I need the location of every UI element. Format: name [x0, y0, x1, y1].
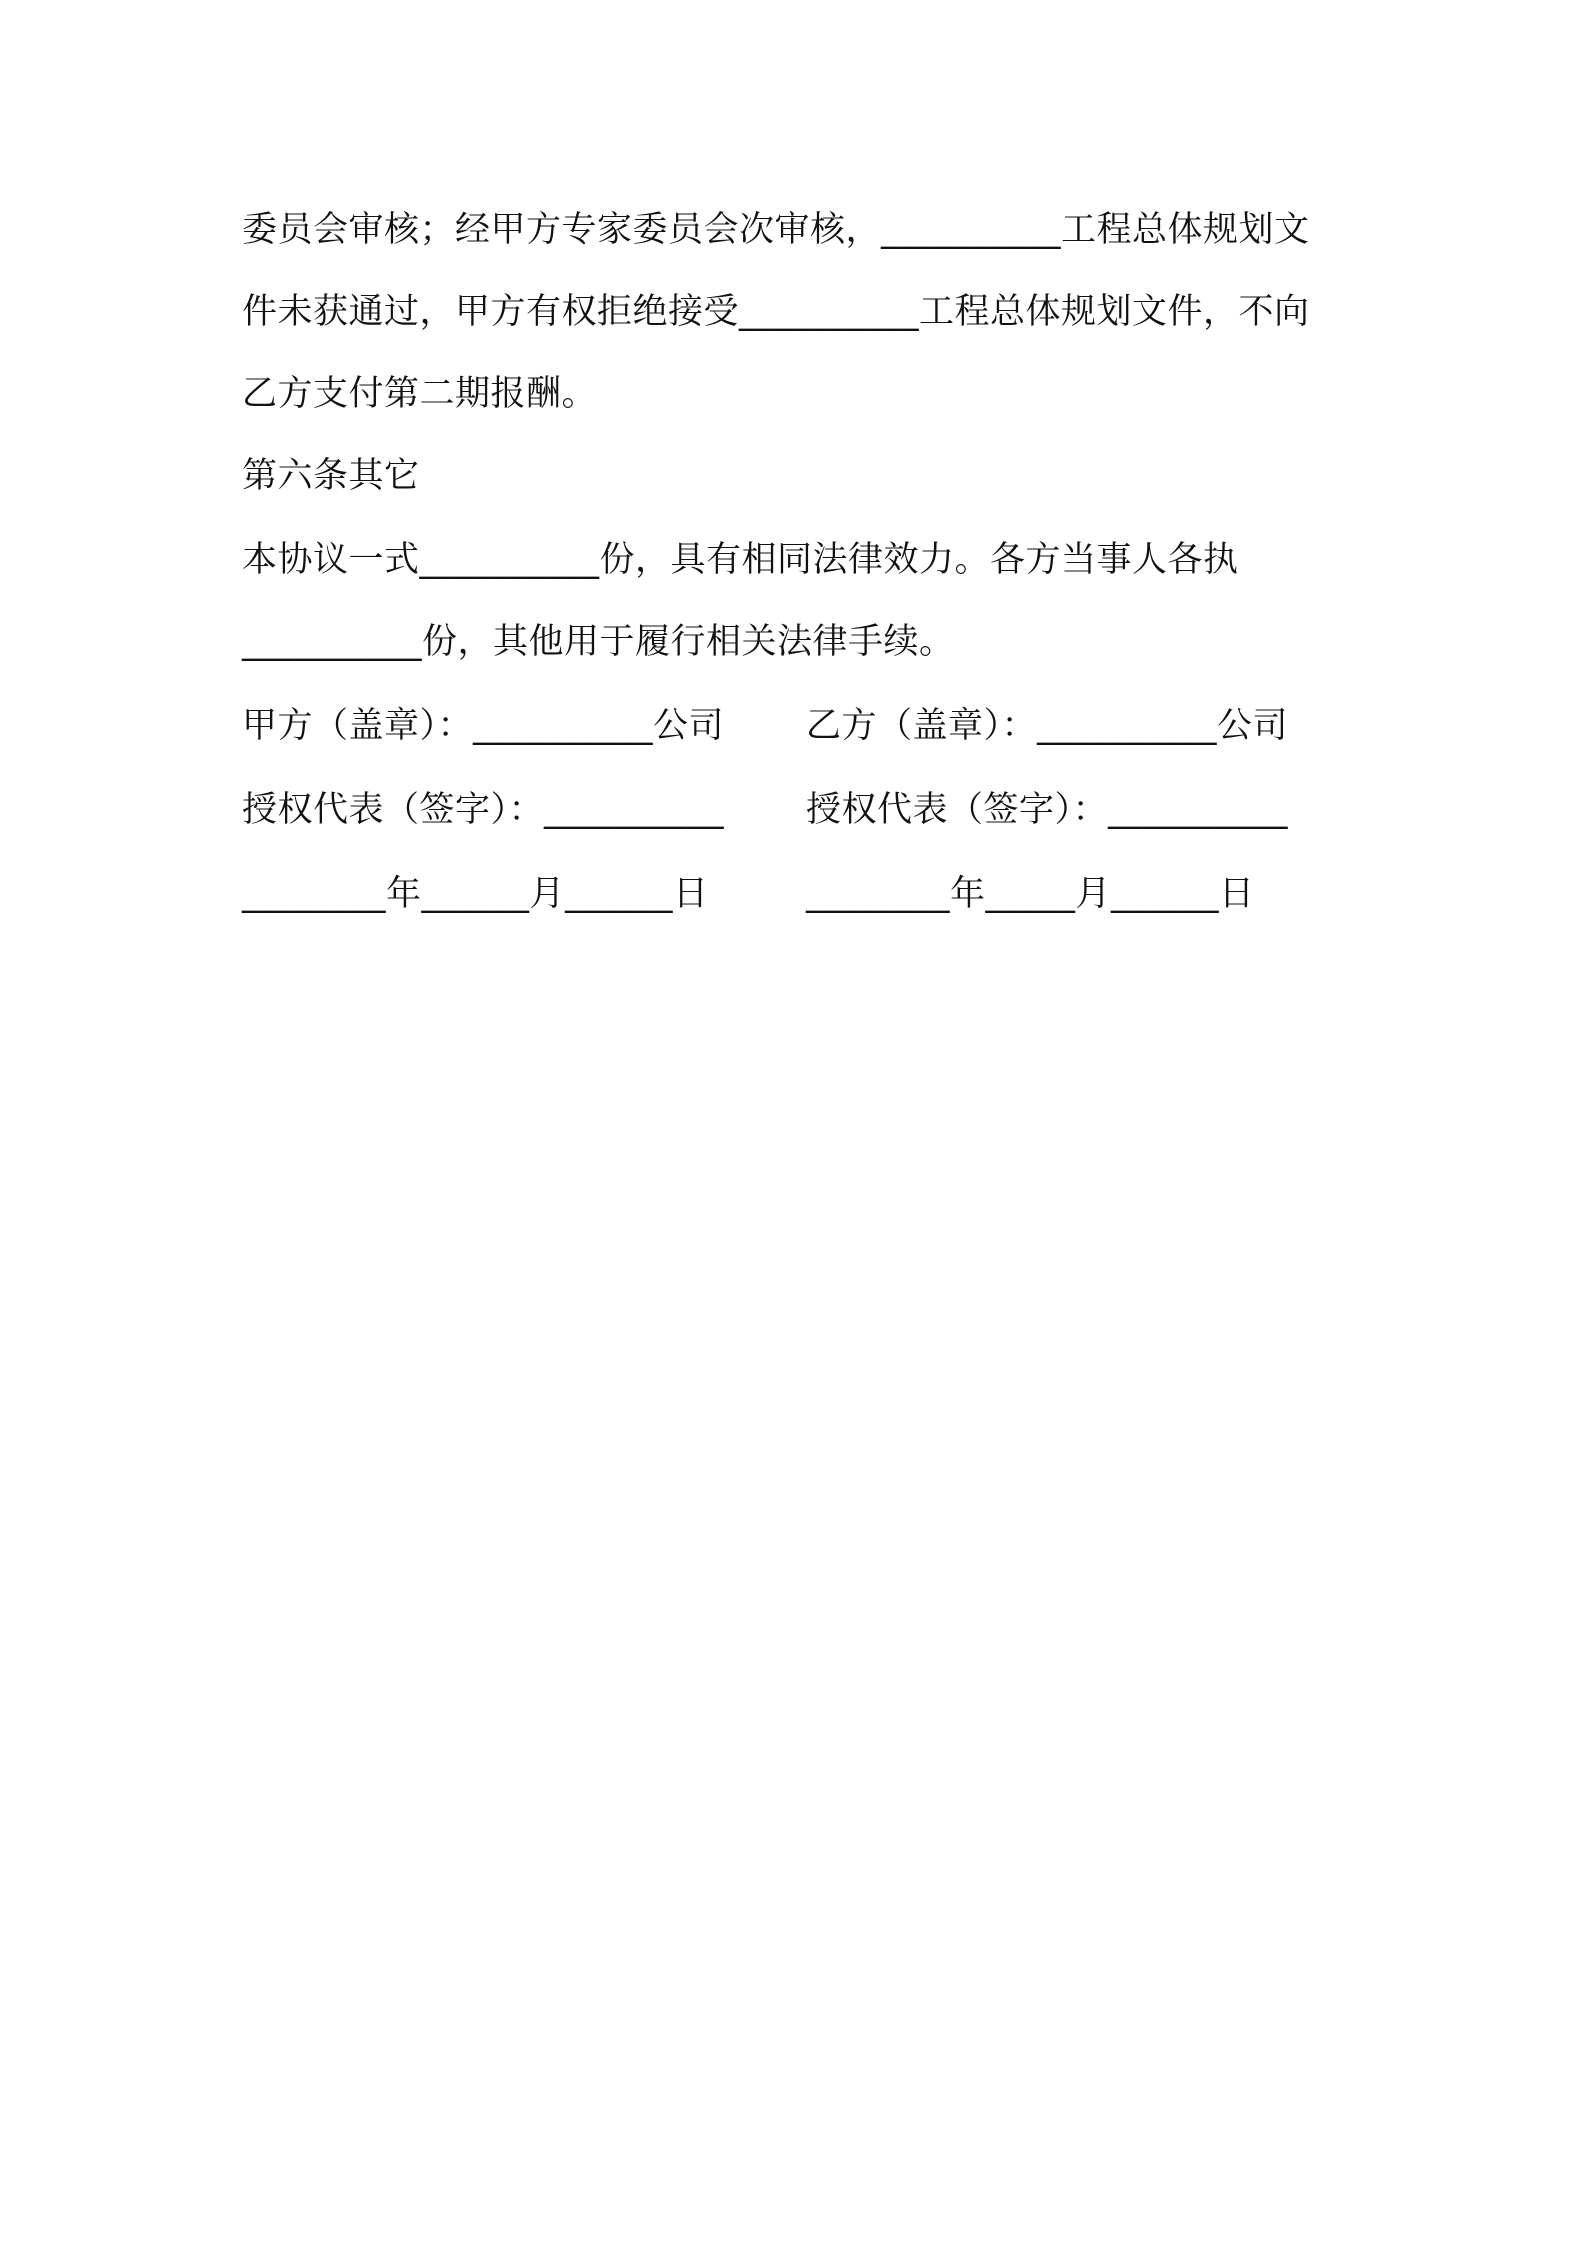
party-b-date-line: ________年_____月______日 — [806, 874, 1255, 914]
paragraph-1-line-2: 件未获通过，甲方有权拒绝接受__________工程总体规划文件，不向 — [242, 292, 1310, 332]
section-heading: 第六条其它 — [242, 456, 420, 496]
paragraph-2-line-2: __________份，其他用于履行相关法律手续。 — [242, 622, 955, 662]
paragraph-1-line-3: 乙方支付第二期报酬。 — [242, 374, 598, 414]
party-a-representative-line: 授权代表（签字）：__________ — [242, 790, 725, 830]
party-b-seal-line: 乙方（盖章）：__________公司 — [806, 706, 1289, 746]
party-a-seal-line: 甲方（盖章）：__________公司 — [242, 706, 725, 746]
paragraph-2-line-1: 本协议一式__________份，具有相同法律效力。各方当事人各执 — [242, 540, 1239, 580]
party-b-representative-line: 授权代表（签字）：__________ — [806, 790, 1289, 830]
paragraph-1-line-1: 委员会审核；经甲方专家委员会次审核，__________工程总体规划文 — [242, 210, 1310, 250]
party-a-date-line: ________年______月______日 — [242, 874, 709, 914]
